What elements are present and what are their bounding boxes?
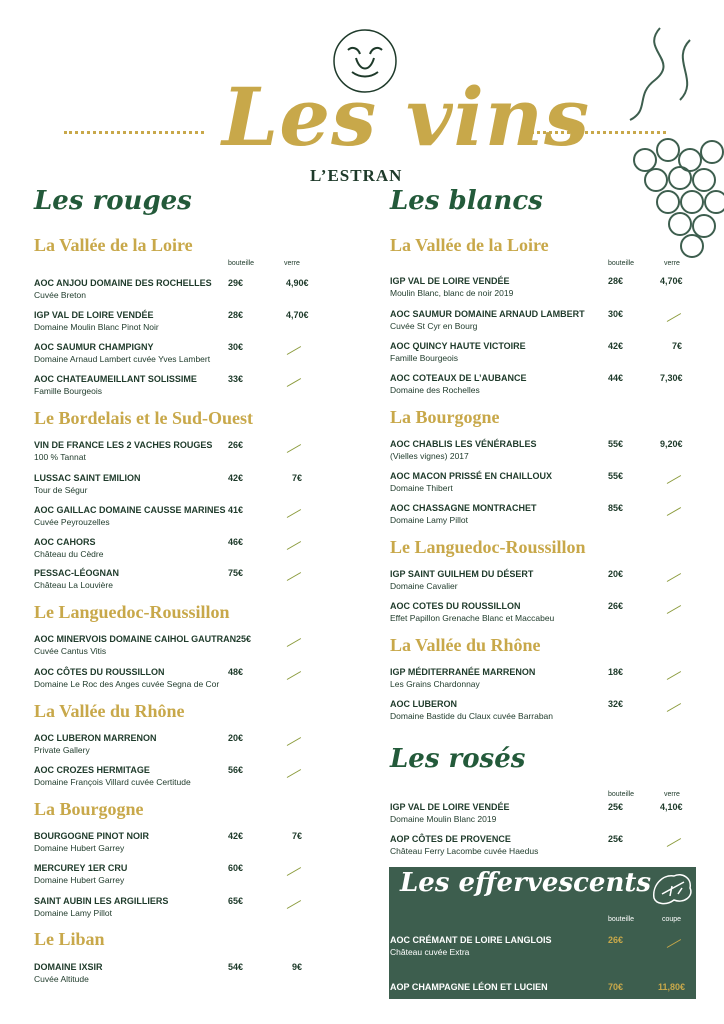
col-header-bottle: bouteille <box>228 260 255 267</box>
price-glass: 9,20€ <box>660 439 683 449</box>
wine-subtitle: Château du Cèdre <box>34 549 104 559</box>
price-glass: 9€ <box>292 962 303 972</box>
no-glass-dash <box>667 838 681 847</box>
grapes-illustration <box>600 20 724 260</box>
price-bottle: 28€ <box>608 276 624 286</box>
wine-subtitle: Château La Louvière <box>34 580 113 590</box>
price-bottle: 26€ <box>608 601 624 611</box>
wine-subtitle: (Vielles vignes) 2017 <box>390 451 469 461</box>
price-glass: 7€ <box>292 831 303 841</box>
wine-name: AOC MACON PRISSÉ EN CHAILLOUX <box>390 471 553 481</box>
wine-subtitle: Domaine Le Roc des Anges cuvée Segna de Cor <box>34 679 220 689</box>
wine-name: AOC CRÉMANT DE LOIRE LANGLOIS <box>390 935 552 945</box>
wine-subtitle: 100 % Tannat <box>34 452 86 462</box>
wine-name: SAINT AUBIN LES ARGILLIERS <box>34 896 169 906</box>
price-glass: 4,90€ <box>286 278 309 288</box>
no-glass-dash <box>667 605 681 614</box>
wine-subtitle: Domaine Arnaud Lambert cuvée Yves Lambert <box>34 354 211 364</box>
wine-name: AOC SAUMUR DOMAINE ARNAUD LAMBERT <box>390 309 585 319</box>
no-glass-dash <box>667 313 681 322</box>
no-glass-dash <box>667 475 681 484</box>
price-bottle: 26€ <box>228 440 244 450</box>
wine-subtitle: Domaine Bastide du Claux cuvée Barraban <box>390 711 554 721</box>
price-bottle: 44€ <box>608 373 624 383</box>
wine-subtitle: Domaine Cavalier <box>390 581 458 591</box>
price-bottle: 30€ <box>228 342 244 352</box>
price-bottle: 20€ <box>228 733 244 743</box>
price-glass: 7,30€ <box>660 373 683 383</box>
wine-subtitle: Domaine Lamy Pillot <box>34 908 112 918</box>
no-glass-dash <box>287 346 301 355</box>
price-bottle: 60€ <box>228 863 244 873</box>
wine-subtitle: Domaine Lamy Pillot <box>390 515 468 525</box>
price-bottle: 25€ <box>608 802 624 812</box>
wine-name: AOC GAILLAC DOMAINE CAUSSE MARINES <box>34 505 226 515</box>
price-bottle: 54€ <box>228 962 244 972</box>
price-bottle: 30€ <box>608 309 624 319</box>
wine-name: IGP VAL DE LOIRE VENDÉE <box>390 276 510 286</box>
blancs-title: Les blancs <box>390 186 543 216</box>
wine-subtitle: Private Gallery <box>34 745 90 755</box>
no-glass-dash <box>287 638 301 647</box>
no-glass-dash <box>287 900 301 909</box>
region-title: La Vallée de la Loire <box>34 235 193 255</box>
wine-subtitle: Domaine des Rochelles <box>390 385 480 395</box>
no-glass-dash <box>667 573 681 582</box>
no-glass-dash <box>287 671 301 680</box>
wine-name: AOC CHABLIS LES VÉNÉRABLES <box>390 439 537 449</box>
price-bottle: 42€ <box>228 473 244 483</box>
brand-name: L’ESTRAN <box>310 166 403 185</box>
no-glass-dash <box>287 509 301 518</box>
price-bottle: 25€ <box>236 634 252 644</box>
price-bottle: 75€ <box>228 568 244 578</box>
price-bottle: 20€ <box>608 569 624 579</box>
price-bottle: 29€ <box>228 278 244 288</box>
region-title: Le Bordelais et le Sud-Ouest <box>34 408 253 428</box>
price-bottle: 42€ <box>608 341 624 351</box>
wine-name: IGP VAL DE LOIRE VENDÉE <box>390 802 510 812</box>
price-bottle: 46€ <box>228 537 244 547</box>
no-glass-dash <box>667 671 681 680</box>
price-bottle: 55€ <box>608 471 624 481</box>
price-bottle: 26€ <box>608 935 624 945</box>
wine-name: LUSSAC SAINT EMILION <box>34 473 141 483</box>
wine-name: AOC CAHORS <box>34 537 96 547</box>
wine-subtitle: Château cuvée Extra <box>390 947 470 957</box>
col-header-bottle: bouteille <box>608 791 635 798</box>
wine-name: BOURGOGNE PINOT NOIR <box>34 831 150 841</box>
wine-subtitle: Cuvée St Cyr en Bourg <box>390 321 478 331</box>
price-glass: 7€ <box>292 473 303 483</box>
wine-name: AOC COTEAUX DE L’AUBANCE <box>390 373 527 383</box>
wine-subtitle: Domaine Thibert <box>390 483 453 493</box>
price-bottle: 41€ <box>228 505 244 515</box>
wine-subtitle: Moulin Blanc, blanc de noir 2019 <box>390 288 514 298</box>
no-glass-dash <box>287 541 301 550</box>
region-title: La Vallée du Rhône <box>390 635 541 655</box>
rouges-title: Les rouges <box>34 186 192 216</box>
region-title: Le Languedoc-Roussillon <box>390 537 586 557</box>
wine-name: AOC CHATEAUMEILLANT SOLISSIME <box>34 374 197 384</box>
wine-name: IGP SAINT GUILHEM DU DÉSERT <box>390 569 534 579</box>
wine-name: AOC COTES DU ROUSSILLON <box>390 601 521 611</box>
wine-subtitle: Famille Bourgeois <box>34 386 103 396</box>
wine-name: AOC CROZES HERMITAGE <box>34 765 150 775</box>
price-bottle: 65€ <box>228 896 244 906</box>
wine-name: MERCUREY 1ER CRU <box>34 863 128 873</box>
wine-name: IGP MÉDITERRANÉE MARRENON <box>390 667 536 677</box>
wine-name: PESSAC-LÉOGNAN <box>34 568 120 578</box>
price-bottle: 85€ <box>608 503 624 513</box>
col-header-bottle: bouteille <box>608 916 635 923</box>
wine-subtitle: Effet Papillon Grenache Blanc et Maccabeu <box>390 613 555 623</box>
wine-subtitle: Domaine Hubert Garrey <box>34 875 125 885</box>
no-glass-dash <box>667 703 681 712</box>
wine-subtitle: Cuvée Breton <box>34 290 86 300</box>
price-bottle: 48€ <box>228 667 244 677</box>
region-title: Le Languedoc-Roussillon <box>34 602 230 622</box>
price-glass: 4,70€ <box>660 276 683 286</box>
no-glass-dash <box>287 737 301 746</box>
wine-name: AOC QUINCY HAUTE VICTOIRE <box>390 341 526 351</box>
grape-leaf-icon <box>648 868 696 908</box>
price-bottle: 55€ <box>608 439 624 449</box>
price-bottle: 25€ <box>608 834 624 844</box>
wine-name: AOC ANJOU DOMAINE DES ROCHELLES <box>34 278 212 288</box>
price-glass: 4,10€ <box>660 802 683 812</box>
wine-name: AOP CÔTES DE PROVENCE <box>390 834 511 844</box>
wine-name: AOC MINERVOIS DOMAINE CAIHOL GAUTRAN <box>34 634 237 644</box>
wine-subtitle: Cuvée Cantus Vitis <box>34 646 107 656</box>
wine-name: AOC SAUMUR CHAMPIGNY <box>34 342 154 352</box>
wine-subtitle: Cuvée Altitude <box>34 974 89 984</box>
wine-subtitle: Tour de Ségur <box>34 485 88 495</box>
col-header-glass: verre <box>664 791 680 798</box>
price-bottle: 70€ <box>608 982 624 992</box>
wine-subtitle: Domaine Hubert Garrey <box>34 843 125 853</box>
wine-name: AOC LUBERON MARRENON <box>34 733 157 743</box>
wine-name: AOC CÔTES DU ROUSSILLON <box>34 667 165 677</box>
price-bottle: 28€ <box>228 310 244 320</box>
page-title: Les vins <box>222 70 591 164</box>
price-bottle: 33€ <box>228 374 244 384</box>
wine-name: AOC LUBERON <box>390 699 457 709</box>
wine-name: IGP VAL DE LOIRE VENDÉE <box>34 310 154 320</box>
price-bottle: 18€ <box>608 667 624 677</box>
wine-subtitle: Domaine Moulin Blanc Pinot Noir <box>34 322 159 332</box>
effervescents-title: Les effervescents <box>400 868 652 898</box>
divider-left <box>64 131 204 134</box>
no-glass-dash <box>667 507 681 516</box>
wine-name: DOMAINE IXSIR <box>34 962 103 972</box>
no-glass-dash <box>287 769 301 778</box>
price-bottle: 42€ <box>228 831 244 841</box>
wine-subtitle: Domaine Moulin Blanc 2019 <box>390 814 497 824</box>
region-title: La Bourgogne <box>34 799 144 819</box>
price-glass: 7€ <box>672 341 683 351</box>
no-glass-dash <box>287 378 301 387</box>
col-header-glass: verre <box>664 260 680 267</box>
region-title: Le Liban <box>34 929 105 949</box>
wine-name: AOC CHASSAGNE MONTRACHET <box>390 503 537 513</box>
wine-subtitle: Château Ferry Lacombe cuvée Haedus <box>390 846 539 856</box>
no-glass-dash <box>287 572 301 581</box>
price-glass: 11,80€ <box>658 982 686 992</box>
price-bottle: 32€ <box>608 699 624 709</box>
price-bottle: 56€ <box>228 765 244 775</box>
col-header-glass: coupe <box>662 916 682 923</box>
no-glass-dash <box>287 867 301 876</box>
roses-title: Les rosés <box>390 744 526 774</box>
price-glass: 4,70€ <box>286 310 309 320</box>
wine-subtitle: Les Grains Chardonnay <box>390 679 480 689</box>
no-glass-dash <box>287 444 301 453</box>
wine-subtitle: Domaine François Villard cuvée Certitude <box>34 777 191 787</box>
wine-subtitle: Cuvée Peyrouzelles <box>34 517 110 527</box>
wine-subtitle: Famille Bourgeois <box>390 353 459 363</box>
col-header-bottle: bouteille <box>608 260 635 267</box>
region-title: La Bourgogne <box>390 407 500 427</box>
region-title: La Vallée du Rhône <box>34 701 185 721</box>
region-title: La Vallée de la Loire <box>390 235 549 255</box>
col-header-glass: verre <box>284 260 300 267</box>
wine-name: AOP CHAMPAGNE LÉON ET LUCIEN <box>390 982 548 992</box>
wine-name: VIN DE FRANCE LES 2 VACHES ROUGES <box>34 440 213 450</box>
